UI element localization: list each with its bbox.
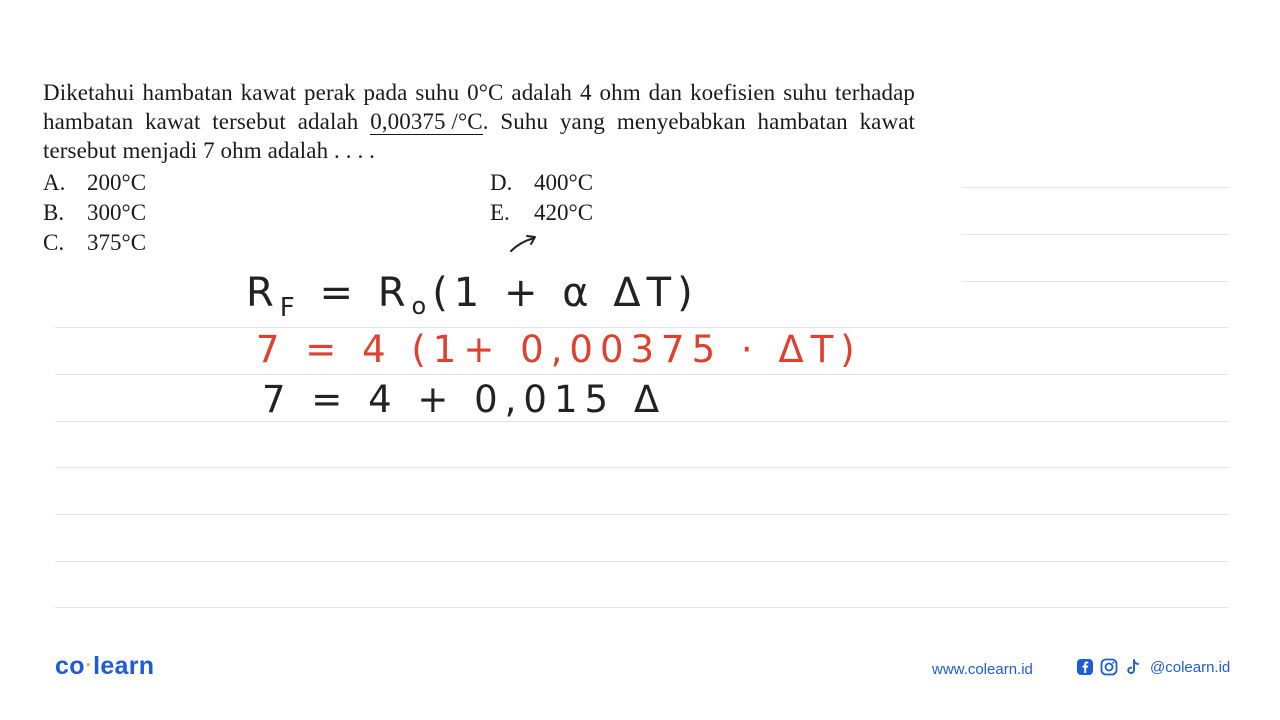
option-letter: B. [43, 200, 65, 225]
ruled-line [962, 281, 1228, 282]
ruled-line [55, 374, 1228, 375]
option-value: 420°C [534, 200, 594, 225]
tiktok-icon[interactable] [1124, 658, 1142, 676]
ruled-line [55, 561, 1228, 562]
ruled-line [55, 607, 1228, 608]
option-letter: C. [43, 230, 65, 255]
question-text-after: . Suhu yang menyebabkan hambatan kawat tersebut menjadi 7 ohm adalah . . . . [43, 109, 915, 163]
ruled-line [55, 421, 1228, 422]
social-links [1076, 658, 1230, 676]
option-d [490, 168, 593, 197]
formula-r: R [246, 270, 280, 316]
formula-subscript-f: F [279, 293, 301, 323]
formula-subscript-zero: o [411, 292, 433, 320]
option-value: 400°C [534, 170, 594, 195]
question-text-before: Diketahui hambatan kawat perak pada suhu 0°C adalah 4 ohm dan koefisien suhu terhadap hambatan kawat tersebut adalah [43, 80, 915, 134]
colearn-logo [55, 652, 154, 681]
option-a [43, 168, 146, 197]
option-value: 300°C [87, 200, 147, 225]
formula-tail: (1 + α ΔT) [432, 270, 699, 316]
formula-rhs: = R [319, 270, 412, 316]
option-b [43, 198, 146, 227]
facebook-icon[interactable] [1076, 658, 1094, 676]
instagram-icon[interactable] [1100, 658, 1118, 676]
option-c [43, 228, 146, 257]
option-e [490, 198, 593, 227]
handwriting-line-2: 7 = 4 (1+ 0,00375 · ΔT) [256, 328, 862, 371]
logo-dot: · [85, 655, 93, 675]
logo-text-learn: learn [93, 652, 155, 680]
logo-text-co: co [55, 652, 85, 680]
handwriting-line-1 [246, 270, 699, 323]
option-letter: E. [490, 200, 510, 225]
handwriting-line-3: 7 = 4 + 0,015 Δ [262, 378, 667, 421]
option-value: 200°C [87, 170, 147, 195]
ruled-line [55, 467, 1228, 468]
question-underlined-coefficient: 0,00375 /°C [370, 109, 483, 134]
option-value: 375°C [87, 230, 147, 255]
ruled-line [962, 234, 1228, 235]
option-letter: A. [43, 170, 66, 195]
ruled-line [962, 187, 1228, 188]
ruled-line [55, 514, 1228, 515]
question-text [43, 78, 915, 165]
website-link[interactable]: www.colearn.id [932, 661, 1033, 678]
social-handle[interactable]: @colearn.id [1150, 658, 1231, 676]
option-letter: D. [490, 170, 513, 195]
arrow-mark-icon [508, 232, 542, 254]
